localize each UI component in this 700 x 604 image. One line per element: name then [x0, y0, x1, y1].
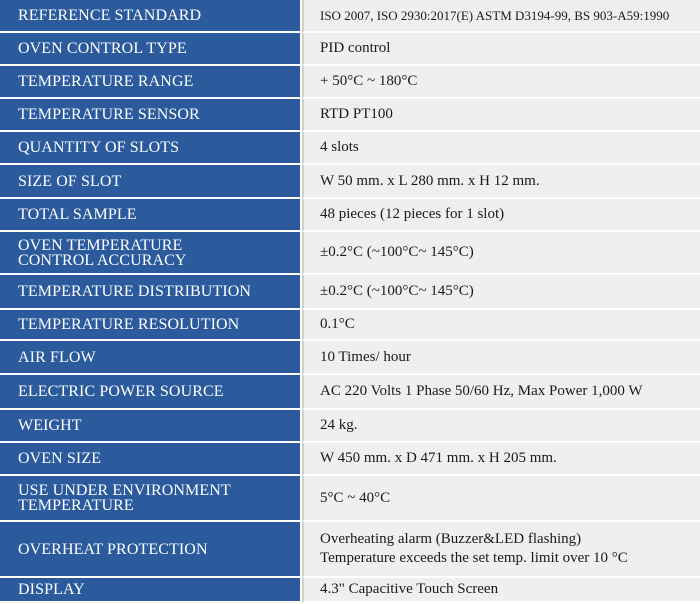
spec-value-size-of-slot: W 50 mm. x L 280 mm. x H 12 mm. [302, 165, 700, 199]
spec-label-oven-size: OVEN SIZE [0, 443, 302, 476]
spec-label-temperature-range: TEMPERATURE RANGE [0, 66, 302, 99]
spec-label-line: CONTROL ACCURACY [18, 251, 187, 269]
spec-value-electric-power-source: AC 220 Volts 1 Phase 50/60 Hz, Max Power 1,000 W [302, 375, 700, 410]
spec-label-oven-temperature-control-accuracy [0, 232, 302, 275]
spec-value-quantity-of-slots: 4 slots [302, 132, 700, 165]
spec-label-line: USE UNDER ENVIRONMENT [18, 482, 231, 499]
spec-value-overheat-protection [302, 522, 700, 578]
spec-value-total-sample: 48 pieces (12 pieces for 1 slot) [302, 199, 700, 232]
spec-label-display: DISPLAY [0, 578, 302, 603]
spec-label-weight: WEIGHT [0, 410, 302, 443]
spec-label-air-flow: AIR FLOW [0, 341, 302, 375]
spec-label-oven-control-type: OVEN CONTROL TYPE [0, 33, 302, 66]
spec-value-temperature-range: + 50°C ~ 180°C [302, 66, 700, 99]
spec-label-line: OVEN TEMPERATURE [18, 236, 183, 254]
spec-value-weight: 24 kg. [302, 410, 700, 443]
spec-label-quantity-of-slots: QUANTITY OF SLOTS [0, 132, 302, 165]
spec-value-display: 4.3" Capacitive Touch Screen [302, 578, 700, 603]
spec-label-electric-power-source: ELECTRIC POWER SOURCE [0, 375, 302, 410]
spec-label-total-sample: TOTAL SAMPLE [0, 199, 302, 232]
spec-label-overheat-protection: OVERHEAT PROTECTION [0, 522, 302, 578]
spec-value-oven-control-type: PID control [302, 33, 700, 66]
spec-value-line: Overheating alarm (Buzzer&LED flashing) [320, 531, 582, 547]
spec-value-oven-temperature-control-accuracy: ±0.2°C (~100°C~ 145°C) [302, 232, 700, 275]
spec-label-size-of-slot: SIZE OF SLOT [0, 165, 302, 199]
spec-label-use-under-environment-temperature [0, 476, 302, 522]
spec-value-temperature-resolution: 0.1°C [302, 310, 700, 341]
spec-value-temperature-distribution: ±0.2°C (~100°C~ 145°C) [302, 275, 700, 310]
spec-label-temperature-sensor: TEMPERATURE SENSOR [0, 99, 302, 132]
spec-value-line: Temperature exceeds the set temp. limit over 10 °C [320, 550, 628, 566]
spec-label-temperature-resolution: TEMPERATURE RESOLUTION [0, 310, 302, 341]
spec-label-reference-standard: REFERENCE STANDARD [0, 0, 302, 33]
spec-value-temperature-sensor: RTD PT100 [302, 99, 700, 132]
spec-label-line: TEMPERATURE [18, 497, 134, 514]
spec-label-temperature-distribution: TEMPERATURE DISTRIBUTION [0, 275, 302, 310]
spec-value-oven-size: W 450 mm. x D 471 mm. x H 205 mm. [302, 443, 700, 476]
spec-value-reference-standard: ISO 2007, ISO 2930:2017(E) ASTM D3194-99, BS 903-A59:1990 [302, 0, 700, 33]
spec-value-use-under-environment-temperature: 5°C ~ 40°C [302, 476, 700, 522]
spec-value-air-flow: 10 Times/ hour [302, 341, 700, 375]
